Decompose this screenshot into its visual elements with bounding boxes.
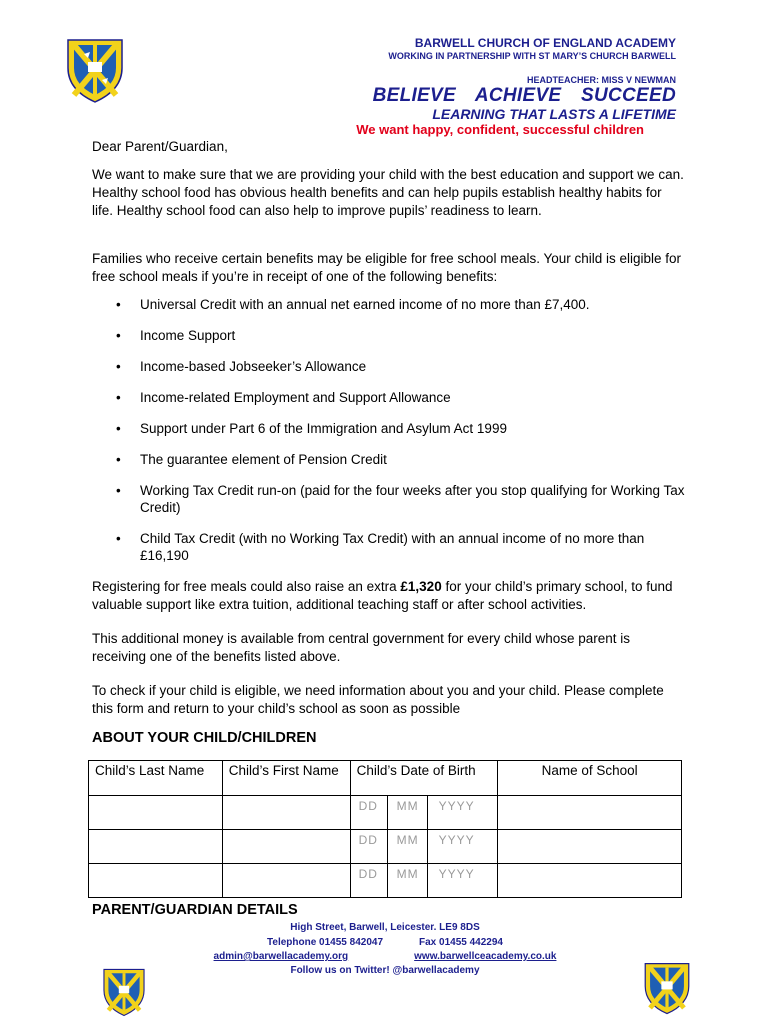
last-name-field[interactable] [89, 864, 223, 898]
school-crest-icon [101, 964, 147, 1018]
funding-text-a: Registering for free meals could also raise an extra [92, 579, 401, 594]
school-name-field[interactable] [498, 864, 682, 898]
benefit-text: Working Tax Credit run-on (paid for the four weeks after you stop qualifying for Working Tax Credit) [140, 483, 685, 515]
column-header: Name of School [498, 761, 682, 796]
greeting: Dear Parent/Guardian, [92, 139, 228, 154]
school-motto: BELIEVE ACHIEVE SUCCEED [372, 85, 676, 106]
school-crest-icon [642, 958, 692, 1016]
list-item: • The guarantee element of Pension Credit [116, 452, 387, 467]
children-section-title: ABOUT YOUR CHILD/CHILDREN [92, 730, 317, 746]
paragraph-eligibility: Families who receive certain benefits may be eligible for free school meals. Your child is eligible for free school meals if you’re in receipt of one of the following benefits: [92, 251, 682, 284]
dob-day-placeholder: DD [358, 867, 378, 881]
dob-day-placeholder: DD [358, 799, 378, 813]
dob-year-placeholder: YYYY [438, 867, 475, 881]
dob-month-placeholder: MM [396, 867, 419, 881]
strapline: We want happy, confident, successful children [356, 122, 644, 137]
benefit-text: Income-based Jobseeker’s Allowance [140, 359, 367, 374]
benefit-text: Support under Part 6 of the Immigration and Asylum Act 1999 [140, 421, 507, 436]
partnership-line: WORKING IN PARTNERSHIP WITH ST MARY’S CHURCH BARWELL [388, 51, 676, 61]
list-item: • Income Support [116, 328, 236, 343]
footer-address: High Street, Barwell, Leicester. LE9 8DS [290, 922, 480, 933]
list-item: • Support under Part 6 of the Immigration and Asylum Act 1999 [116, 421, 507, 436]
funding-text-b: for your child’s primary school, to fund valuable support like extra tuition, additional teaching staff or after school activities. [92, 579, 673, 612]
column-header: Child’s Date of Birth [350, 761, 498, 796]
dob-month-placeholder: MM [396, 799, 419, 813]
benefit-text: The guarantee element of Pension Credit [140, 452, 387, 467]
school-name: BARWELL CHURCH OF ENGLAND ACADEMY [414, 36, 676, 50]
benefit-text: Child Tax Credit (with no Working Tax Credit) with an annual income of no more than £16,190 [140, 531, 645, 563]
headteacher-line: HEADTEACHER: MISS V NEWMAN [526, 75, 676, 85]
funding-amount: £1,320 [400, 579, 442, 594]
first-name-field[interactable] [222, 864, 350, 898]
paragraph-funding [92, 578, 684, 614]
table-header-row [89, 761, 682, 796]
dob-day-placeholder: DD [358, 833, 378, 847]
paragraph-intro: We want to make sure that we are providing your child with the best education and support we can. Healthy school food has obvious health benefits and can help pupils establish healthy habits for life. Healthy school food can also help to improve pupils’ readiness to learn. [92, 167, 684, 218]
table-row [89, 864, 682, 898]
website-link[interactable]: www.barwellceacademy.co.uk [414, 951, 557, 962]
list-item: • Working Tax Credit run-on (paid for the four weeks after you stop qualifying for Working Tax Credit) [116, 483, 685, 515]
footer-fax: Fax 01455 442294 [419, 937, 503, 948]
last-name-field[interactable] [89, 830, 223, 864]
dob-field[interactable] [350, 796, 498, 830]
list-item: • Universal Credit with an annual net earned income of no more than £7,400. [116, 297, 590, 312]
school-name-field[interactable] [498, 796, 682, 830]
benefit-text: Income-related Employment and Support Allowance [140, 390, 451, 405]
dob-month-placeholder: MM [396, 833, 419, 847]
children-table [88, 760, 682, 898]
list-item: • Income-related Employment and Support Allowance [116, 390, 451, 405]
tagline: LEARNING THAT LASTS A LIFETIME [432, 106, 676, 122]
footer-phone-fax [0, 937, 770, 948]
footer-telephone: Telephone 01455 842047 [267, 937, 384, 948]
school-crest-icon [64, 34, 126, 104]
table-row [89, 830, 682, 864]
list-item: • Child Tax Credit (with no Working Tax Credit) with an annual income of no more than £16,190 [116, 531, 645, 563]
first-name-field[interactable] [222, 830, 350, 864]
benefits-list [92, 296, 692, 578]
table-row [89, 796, 682, 830]
last-name-field[interactable] [89, 796, 223, 830]
column-header: Child’s Last Name [89, 761, 223, 796]
benefit-text: Universal Credit with an annual net earned income of no more than £7,400. [140, 297, 590, 312]
column-header: Child’s First Name [222, 761, 350, 796]
dob-field[interactable] [350, 830, 498, 864]
list-item: • Income-based Jobseeker’s Allowance [116, 359, 367, 374]
dob-year-placeholder: YYYY [438, 799, 475, 813]
paragraph-government: This additional money is available from central government for every child whose parent is receiving one of the benefits listed above. [92, 631, 631, 664]
email-link[interactable]: admin@barwellacademy.org [213, 951, 349, 962]
first-name-field[interactable] [222, 796, 350, 830]
dob-year-placeholder: YYYY [438, 833, 475, 847]
footer-twitter: Follow us on Twitter! @barwellacademy [290, 965, 480, 976]
benefit-text: Income Support [140, 328, 236, 343]
parent-section-title: PARENT/GUARDIAN DETAILS [92, 902, 298, 918]
dob-field[interactable] [350, 864, 498, 898]
school-name-field[interactable] [498, 830, 682, 864]
paragraph-instructions: To check if your child is eligible, we need information about you and your child. Please complete this form and return to your child’s school as soon as possible [92, 683, 664, 716]
